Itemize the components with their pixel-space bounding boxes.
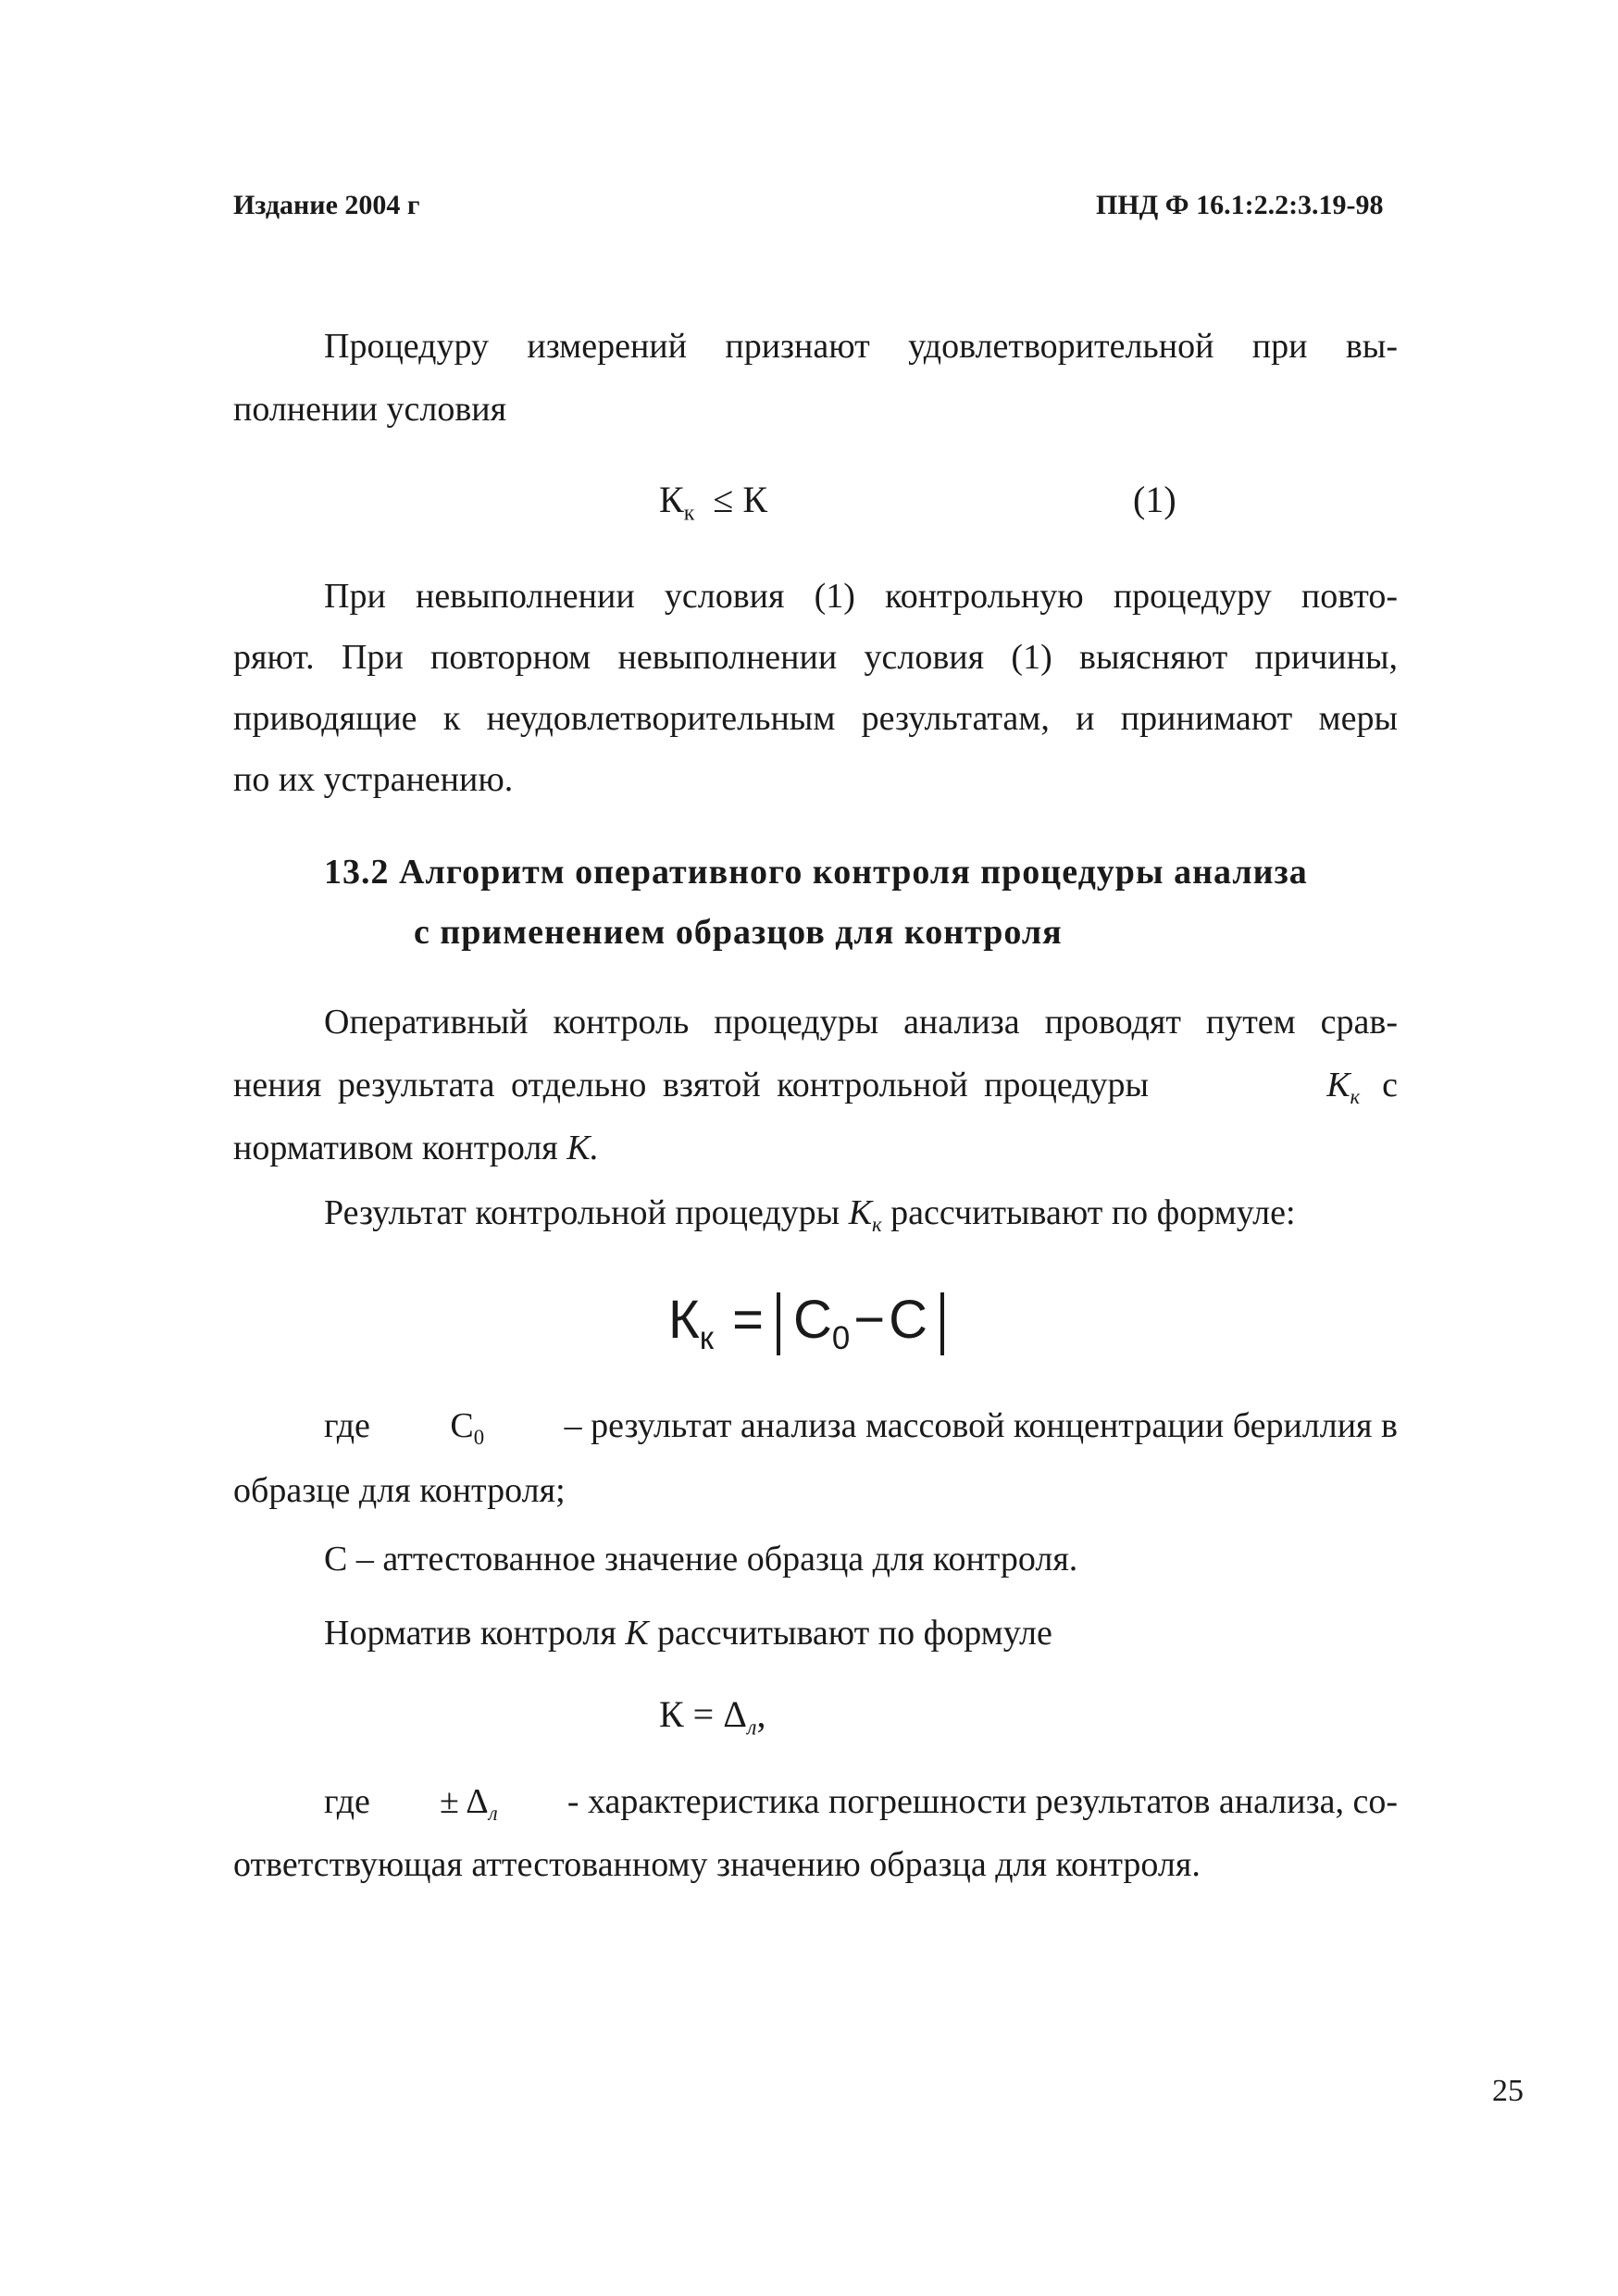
paragraph-5-where: где bbox=[324, 1406, 370, 1445]
equation-3 bbox=[659, 1692, 766, 1741]
paragraph-6: С – аттестованное значение образца для контроля. bbox=[324, 1540, 1078, 1578]
paragraph-3-line-2-text: нения результата отдельно взятой контрольной процедуры bbox=[233, 1066, 1150, 1104]
variable-k: К. bbox=[566, 1129, 599, 1167]
equation-2-minus: − bbox=[853, 1290, 886, 1350]
paragraph-2-line-3: приводящие к неудовлетворительным результатам, и принимают меры bbox=[233, 699, 1398, 738]
paragraph-2-line-1: При невыполнении условия (1) контрольную процедуру повто- bbox=[324, 577, 1398, 616]
paragraph-7-text-2: рассчитывают по формуле bbox=[657, 1614, 1052, 1653]
variable-kk-2: $К_к$ bbox=[848, 1193, 882, 1236]
page-number: 25 bbox=[1492, 2074, 1524, 2108]
abs-bar-left bbox=[777, 1292, 780, 1355]
equation-2-equals: = bbox=[732, 1290, 765, 1350]
variable-kk: $К_к$ bbox=[1326, 1066, 1361, 1108]
equation-3-lhs: К = Δ bbox=[659, 1693, 747, 1735]
paragraph-4-text-2: рассчитывают по формуле: bbox=[890, 1193, 1296, 1232]
equation-3-sub: л bbox=[746, 1716, 757, 1741]
header-document-code: ПНД Ф 16.1:2.2:3.19-98 bbox=[1096, 190, 1384, 220]
section-heading-line-1: 13.2 Алгоритм оперативного контроля процедуры анализа bbox=[324, 853, 1308, 892]
equation-2-c0-sub: 0 bbox=[831, 1320, 851, 1357]
paragraph-1-line-2: полнении условия bbox=[233, 390, 507, 429]
section-heading-line-2: с применением образцов для контроля bbox=[414, 913, 1063, 952]
paragraph-4-text-1: Результат контрольной процедуры bbox=[324, 1193, 840, 1232]
equation-1-lhs: К bbox=[659, 479, 684, 520]
abs-bar-right bbox=[940, 1292, 944, 1355]
equation-1-rhs: ≤ К bbox=[713, 479, 767, 520]
paragraph-3-line-2 bbox=[233, 1065, 1398, 1108]
symbol-c0: $С_0$ bbox=[450, 1406, 485, 1449]
paragraph-8-line-1 bbox=[324, 1781, 1398, 1825]
equation-2 bbox=[668, 1289, 957, 1355]
paragraph-5-line-1 bbox=[324, 1405, 1398, 1449]
equation-2-c: С bbox=[889, 1290, 928, 1350]
paragraph-5-line-2: образце для контроля; bbox=[233, 1471, 566, 1510]
paragraph-8-line-2: ответствующая аттестованному значению образца для контроля. bbox=[233, 1845, 1201, 1884]
paragraph-3-line-2-end: с bbox=[1382, 1066, 1398, 1104]
header-edition: Издание 2004 г bbox=[233, 190, 420, 220]
paragraph-4 bbox=[324, 1192, 1296, 1236]
equation-1 bbox=[659, 478, 767, 526]
paragraph-8-line-1-rest: - характеристика погрешности результатов анализа, со- bbox=[566, 1782, 1398, 1821]
paragraph-2-line-2: ряют. При повторном невыполнении условия (1) выясняют причины, bbox=[233, 638, 1398, 677]
equation-1-number: (1) bbox=[1133, 479, 1176, 520]
variable-k-2: К bbox=[625, 1614, 649, 1653]
paragraph-3-line-3 bbox=[233, 1128, 599, 1168]
paragraph-7 bbox=[324, 1613, 1052, 1653]
paragraph-1-line-1: Процедуру измерений признают удовлетворительной при вы- bbox=[324, 327, 1398, 366]
paragraph-2-line-4: по их устранению. bbox=[233, 760, 514, 799]
paragraph-7-text-1: Норматив контроля bbox=[324, 1614, 616, 1653]
paragraph-5-line-1-rest: – результат анализа массовой концентрации бериллия в bbox=[564, 1406, 1398, 1445]
paragraph-3-line-1: Оперативный контроль процедуры анализа проводят путем срав- bbox=[324, 1003, 1398, 1042]
equation-3-tail: , bbox=[756, 1693, 766, 1735]
equation-2-lhs-sub: к bbox=[699, 1320, 715, 1357]
equation-2-lhs: К bbox=[668, 1290, 700, 1350]
symbol-pm-delta: ± $\Delta_л$ bbox=[440, 1782, 498, 1825]
equation-2-c0: С bbox=[793, 1290, 832, 1350]
equation-1-lhs-sub: к bbox=[683, 501, 695, 526]
paragraph-8-where: где bbox=[324, 1782, 370, 1821]
paragraph-3-line-3-text: нормативом контроля bbox=[233, 1129, 558, 1167]
